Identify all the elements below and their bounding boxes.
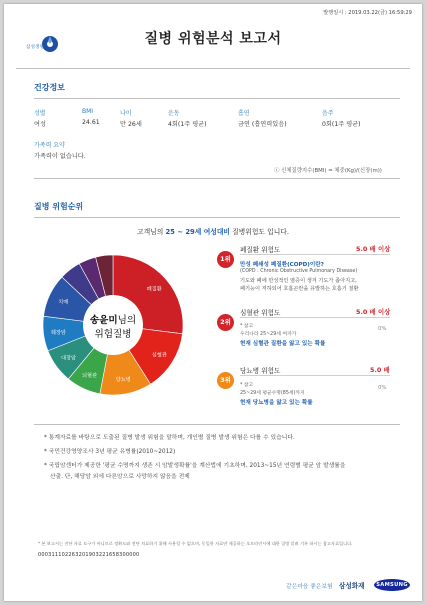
donut-slice-label-3: 뇌혈관 xyxy=(82,372,98,379)
donut-slice-label-0: 폐질환 xyxy=(146,286,162,293)
gender-value: 여성 xyxy=(34,121,46,128)
rank-1-name: 폐질환 위험도 xyxy=(240,246,281,254)
page-title: 질병 위험분석 보고서 xyxy=(144,31,282,47)
center-label-line2: 위험질병 xyxy=(94,329,132,340)
rank-2-name: 심혈관 위험도 xyxy=(240,309,281,317)
issue-date: 발행일시 : 2019.03.22(금) 16:59:29 xyxy=(323,10,412,16)
donut-slice-label-6: 치매 xyxy=(58,299,69,306)
family-history-value: 가족력이 없습니다. xyxy=(34,153,86,160)
smoking-label: 흡연 xyxy=(238,110,250,117)
bmi-label: BMI xyxy=(82,108,94,115)
rank-2-value: 5.0 배 이상 xyxy=(356,308,391,316)
ranking-divider xyxy=(34,217,400,218)
ranking-intro: 고객님의 25 ~ 29세 여성대비 질병위험도 입니다. xyxy=(137,228,289,236)
rank-3-badge: 3위 xyxy=(217,372,234,389)
note-2: * 국민건강영양조사 3년 평균 유병률(2010~2012) xyxy=(44,449,176,455)
rank-3-probability: 0% xyxy=(378,385,387,391)
rank-3-name: 당뇨병 위험도 xyxy=(240,367,281,375)
note-3-line1: * 국립암센터가 제공한 '평균 수명까지 생존 시 암발생확률'을 계산법에 기초하며, 2013~15년 연령별 평균 암 발생률을 xyxy=(44,463,346,469)
health-info-divider xyxy=(34,98,400,99)
rank-3-value: 5.0 배 xyxy=(370,366,390,374)
drinking-label: 음주 xyxy=(322,110,334,117)
center-label-line1 xyxy=(90,314,136,326)
rank-1-subtitle: 만성 폐쇄성 폐질환(COPD)이란? xyxy=(240,262,324,268)
age-label: 나이 xyxy=(120,110,132,117)
health-info-title: 건강정보 xyxy=(34,83,65,92)
exercise-label: 운동 xyxy=(168,110,180,117)
rank-2-divider xyxy=(240,317,390,318)
rank-3-divider xyxy=(240,375,390,376)
family-history-label: 가족력 요약 xyxy=(34,142,65,149)
rank-1-desc-line1: 기도와 폐에 만성적인 염증이 생겨 기도가 좁아지고, xyxy=(240,278,357,284)
risk-donut-chart xyxy=(28,240,198,410)
rank-1-value: 5.0 배 이상 xyxy=(356,245,391,253)
exercise-value: 4회(1주 평균) xyxy=(168,121,207,128)
rank-1-divider xyxy=(240,254,390,255)
donut-slice-label-2: 당뇨병 xyxy=(115,377,131,384)
rank-2-badge: 2위 xyxy=(217,314,234,331)
center-customer-suffix: 님의 xyxy=(117,315,137,326)
rank-1-english: (COPD : Chronic Obstructive Pulmonary Disease) xyxy=(240,269,358,274)
bmi-formula-note: ⓘ 신체질량지수(BMI) = 체중(Kg)/(신장(m)) xyxy=(274,168,382,174)
rank-3-highlight: 현재 당뇨병을 앓고 있는 확률 xyxy=(240,400,313,406)
rank-2-ref-text: 우리나라 25~29세 여자가 xyxy=(240,332,297,337)
gender-label: 성별 xyxy=(34,110,46,117)
ranking-title: 질병 위험순위 xyxy=(34,202,84,211)
footer-slogan: 같은마음 좋은보험 xyxy=(286,584,333,590)
rank-1-desc-line2: 폐기능이 저하되어 호흡곤란을 유발하는 호흡기 질환 xyxy=(240,286,359,292)
donut-slice-label-5: 췌장암 xyxy=(50,329,66,336)
smoking-value: 금연 (흡연력있음) xyxy=(238,121,287,128)
rank-2-ref-label: * 참고 xyxy=(240,324,254,329)
logo-text: 삼성생명 xyxy=(26,45,44,50)
bmi-value: 24.61 xyxy=(82,119,100,126)
document-code: 000311102263201903221658300000 xyxy=(38,552,140,558)
ranking-bottom-divider xyxy=(34,424,400,425)
age-value: 만 26세 xyxy=(120,121,142,128)
note-1: * 통계자료를 바탕으로 도출된 질병 발생 위험을 말하며, 개인별 질병 발생 위험은 다를 수 있습니다. xyxy=(44,435,295,441)
health-info-bottom-divider xyxy=(34,178,400,179)
drinking-value: 0회(1주 평균) xyxy=(322,121,361,128)
donut-slice-label-4: 대장암 xyxy=(60,355,77,362)
disclaimer: * 본 보고서는 진단 자료 도구가 아니므로 정확도와 전단 치료하기 위해 사용할 수 없으며, 동일한 자료만 제공하는 오프라인시에 대한 질병 알려 기록 하시는 참고자료입니다. xyxy=(38,541,353,546)
note-3-line2: 산출. 단, 해당암 외에 다른암으로 사망하지 않음을 전제 xyxy=(50,474,190,480)
footer-company: 삼성화재 xyxy=(339,582,365,590)
rank-2-probability: 0% xyxy=(378,326,387,332)
rank-3-ref-label: * 참고 xyxy=(240,383,254,388)
center-customer-name: 송윤미 xyxy=(89,315,118,326)
samsung-logo: SAMSUNG xyxy=(374,579,410,591)
rank-3-ref-text: 25~29세 평균수명(85세)까지 xyxy=(240,391,305,396)
rank-1-badge: 1위 xyxy=(217,251,234,268)
title-divider xyxy=(16,68,410,69)
rank-2-highlight: 현재 심혈관 질환을 앓고 있는 확률 xyxy=(240,341,326,347)
report-page xyxy=(4,4,422,601)
donut-slice-label-1: 심혈관 xyxy=(151,352,167,359)
